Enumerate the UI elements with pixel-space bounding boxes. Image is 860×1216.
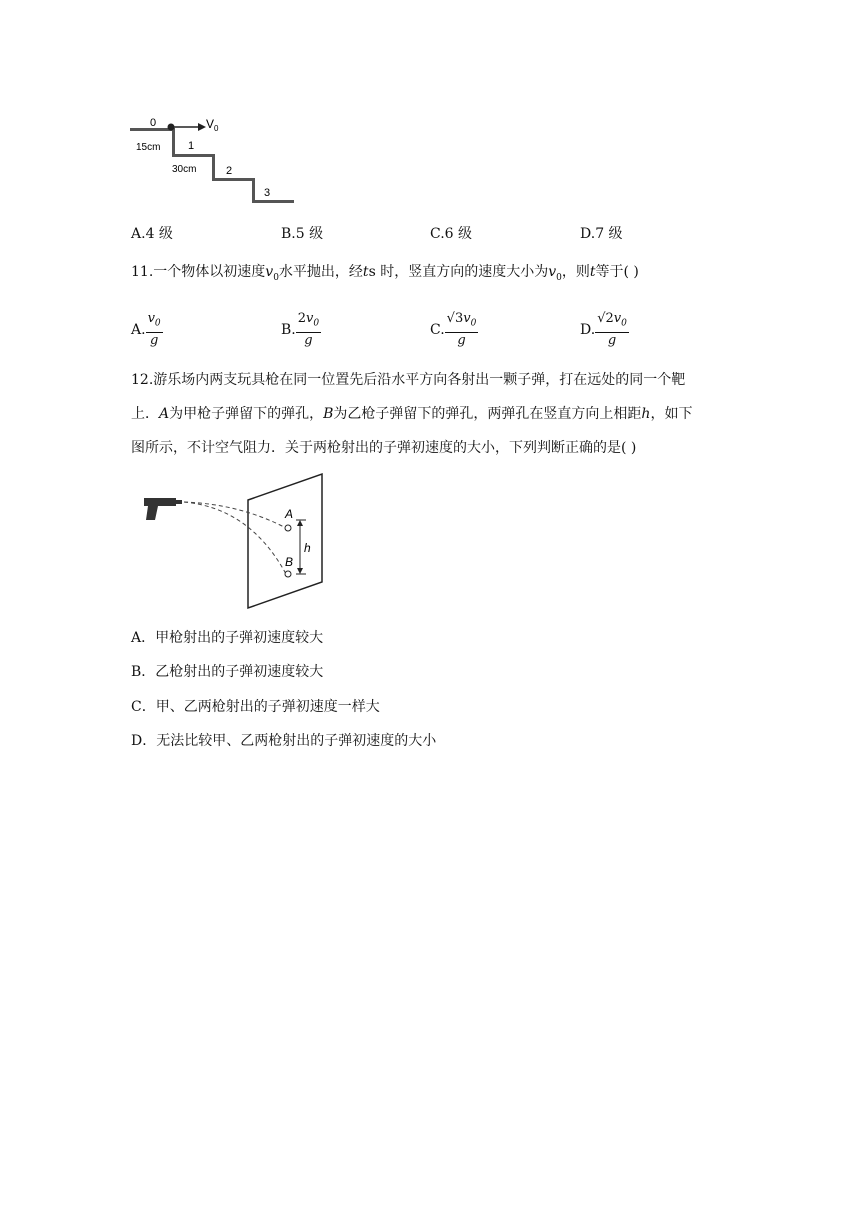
stairs-label-0: 0 — [150, 117, 157, 129]
q11-option-c: C. $\frac{√3v_0}{g}$ — [430, 311, 477, 348]
stairs-label-v0: $V_0$ — [206, 117, 219, 133]
stairs-label-1: 1 — [188, 140, 195, 152]
q11-option-a: A. $\frac{v_0}{g}$ — [131, 311, 161, 348]
q12-stem-line3: 图所示，不计空气阻力．关于两枪射出的子弹初速度的大小，下列判断正确的是( ) — [131, 440, 637, 456]
stairs-label-2: 2 — [226, 165, 233, 177]
q12-option-a: A．甲枪射出的子弹初速度较大 — [131, 630, 324, 646]
stairs-label-30cm: 30cm — [172, 164, 197, 175]
q10-option-a: A.4 级 — [131, 226, 173, 242]
q12-option-b: B．乙枪射出的子弹初速度较大 — [131, 664, 324, 680]
stairs-figure — [128, 114, 300, 210]
gun-target-figure — [140, 470, 340, 612]
q11-stem: 11.一个物体以初速度$v_0$水平抛出，经ts 时，竖直方向的速度大小为$v_0$，则t等于( ) — [131, 264, 639, 283]
q10-option-b: B.5 级 — [281, 226, 324, 242]
q12-option-c: C．甲、乙两枪射出的子弹初速度一样大 — [131, 699, 380, 715]
q11-option-d: D. $\frac{√2v_0}{g}$ — [580, 311, 627, 348]
q12-option-d: D．无法比较甲、乙两枪射出的子弹初速度的大小 — [131, 733, 437, 749]
label-h: h — [304, 541, 311, 555]
toy-gun-icon — [144, 498, 182, 520]
q10-option-c: C.6 级 — [430, 226, 473, 242]
hole-a — [285, 525, 291, 531]
q11-option-b: B. $\frac{2v_0}{g}$ — [281, 311, 320, 348]
stairs-label-3: 3 — [264, 187, 271, 199]
target-board — [248, 474, 322, 608]
stairs-label-15cm: 15cm — [136, 142, 161, 153]
q10-option-d: D.7 级 — [580, 226, 623, 242]
label-a: A — [285, 507, 294, 521]
q12-stem-line1: 12.游乐场内两支玩具枪在同一位置先后沿水平方向各射出一颗子弹，打在远处的同一个靶 — [131, 372, 686, 388]
q12-stem-line2: 上．A为甲枪子弹留下的弹孔，B为乙枪子弹留下的弹孔，两弹孔在竖直方向上相距h，如下 — [131, 406, 693, 422]
hole-b — [285, 571, 291, 577]
label-b: B — [285, 555, 294, 569]
